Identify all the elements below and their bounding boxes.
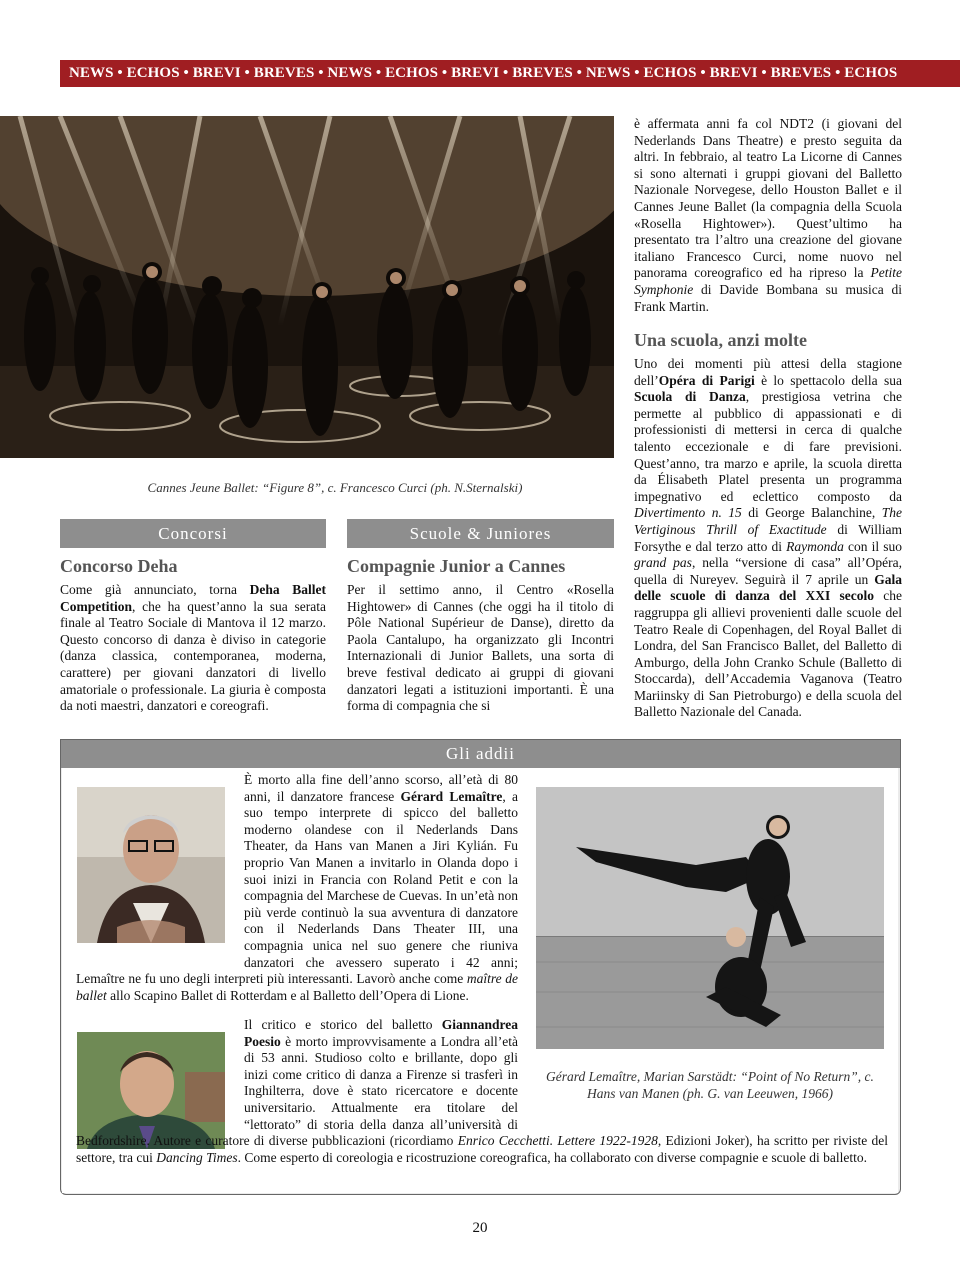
lemaitre-paragraph: È morto alla fine dell’anno scorso, all’età di 80 anni, il danzatore francese Gérard Lemaître, a suo tempo interprete di spicco del balletto moderno olandese con il Nederlands Dans Theater, da Hans van Manen a Jiri Kylián. Fu proprio Van Manen a invitarlo in Olanda dopo i suoi inizi in Francia con Roland Petit e con la compagnia del Marchese de Cuevas. In un’età non più verde continuò la sua avventura di danzatore con il Nederlands Dans Theater III, una compagnia unica nel suo genere che riuniva danzatori che avessero superato i 42 anni; Lemaître ne fu uno degli interpreti più interessanti. Lavorò anche come maître de ballet allo Scapino Ballet di Rotterdam e al Balletto dell’Opera di Lione. (76, 772, 518, 1003)
compagnie-junior-heading: Compagnie Junior a Cannes (347, 556, 566, 576)
page-number: 20 (472, 1220, 488, 1236)
stage-dance-illustration (0, 116, 614, 458)
stage-dance-photo (0, 116, 614, 458)
poesio-paragraph: Il critico e storico del balletto Giannandrea Poesio è morto improvvisamente a Londra all’età di 53 anni. Studioso colto e brillante, dopo gli inizi come critico di danza a Firenze si trasferì in Inghilterra, dove è stato ricercatore e docente universitario. Attualmente era titolare del “lettorato” di storia della danza all’università di Bedfordshire. Autore e curatore di diverse pubblicazioni (ricordiamo Enrico Cecchetti. Lettere 1922-1928, Edizioni Joker), ha scritto per riviste del settore, tra cui Dancing Times. Come esperto di coreologia e ricostruzione coreografica, ha collaborato con diverse compagnie e scuole di balletto. (76, 1017, 889, 1165)
lemaitre-float-spacer (76, 772, 244, 962)
concorso-deha-heading: Concorso Deha (60, 556, 178, 576)
right-column-text (634, 116, 902, 315)
scuole-juniores-section-bar: Scuole & Juniores (347, 519, 614, 548)
point-of-no-return-caption: Gérard Lemaître, Marian Sarstädt: “Point of No Return”, c. Hans van Manen (ph. G. van Leeuwen, 1966) (546, 1069, 874, 1101)
compagnie-junior-paragraph: Per il settimo anno, il Centro «Rosella Hightower» di Cannes (che oggi ha il titolo di Pôle National Supérieur de Danse), diretto da Paola Cantalupo, ha organizzato gli Incontri Internazionali di Junior Ballets, una sorta di breve festival dedicato ai gruppi di giovani danzatori legati a istituzioni importanti. È una forma di compagnia che si (347, 582, 614, 714)
opera-parigi-paragraph: Uno dei momenti più attesi della stagione dell’Opéra di Parigi è lo spettacolo della sua Scuola di Danza, prestigiosa vetrina che permette al pubblico di appassionati e di professionisti di mettersi in cerca di qualche talento eccezionale e di fare previsioni. Quest’anno, tra marzo e aprile, la scuola diretta da Élisabeth Platel presenta un programma impegnativo ed eclettico composto da Divertimento n. 15 di George Balanchine, The Vertiginous Thrill of Exactitude di William Forsythe e dal terzo atto di Raymonda con il suo grand pas, nella “versione di casa” all’Opéra, quella di Nureyev. Seguirà il 7 aprile un Gala delle scuole di danza del XXI secolo che raggruppa gli allievi provenienti dalle scuole del Teatro Reale di Copenhagen, del Royal Ballet di Londra, del San Francisco Ballet, del Balletto di Amburgo, della John Cranko Schule (Balletto di Stoccarda), dell’Accademia Vaganova (Teatro Mariinsky di San Pietroburgo) e della scuola del Balletto Nazionale del Canada. (634, 356, 903, 720)
stage-photo-caption: Cannes Jeune Ballet: “Figure 8”, c. Francesco Curci (ph. N.Sternalski) (147, 480, 523, 495)
concorsi-section-bar: Concorsi (60, 519, 326, 548)
ndt2-paragraph: è affermata anni fa col NDT2 (i giovani del Nederlands Dans Theatre) e presto seguita da altri. In febbraio, al teatro La Licorne di Cannes si sono alternati i gruppi giovani del Balletto Nazionale Norvegese, dello Houston Ballet e il Cannes Jeune Ballet (la compagnia della Scuola «Rosella Hightower»). Quest’ultimo ha presentato tra l’altro una creazione del giovane italiano Francesco Curci, nome nuovo nel panorama coreografico ed ha ripreso la Petite Symphonie di Davide Bombana su musica di Frank Martin. (634, 116, 902, 314)
gli-addii-section-bar: Gli addii (61, 740, 900, 768)
point-of-no-return-photo (536, 787, 884, 1049)
una-scuola-heading: Una scuola, anzi molte (634, 330, 807, 350)
news-banner: NEWS • ECHOS • BREVI • BREVES • NEWS • ECHOS • BREVI • BREVES • NEWS • ECHOS • BREVI • BREVES • ECHOS (60, 60, 960, 87)
poesio-left-float-spacer (76, 1017, 244, 1131)
concorso-deha-paragraph: Come già annunciato, torna Deha Ballet Competition, che ha quest’anno la sua serata finale al Teatro Sociale di Mantova il 12 marzo. Questo concorso di danza è diviso in categorie (danza classica, contemporanea, moderna, carattere) per giovani danzatori di livello amatoriale o professionale. La giuria è composta da noti maestri, danzatori e coreografi. (60, 582, 326, 714)
